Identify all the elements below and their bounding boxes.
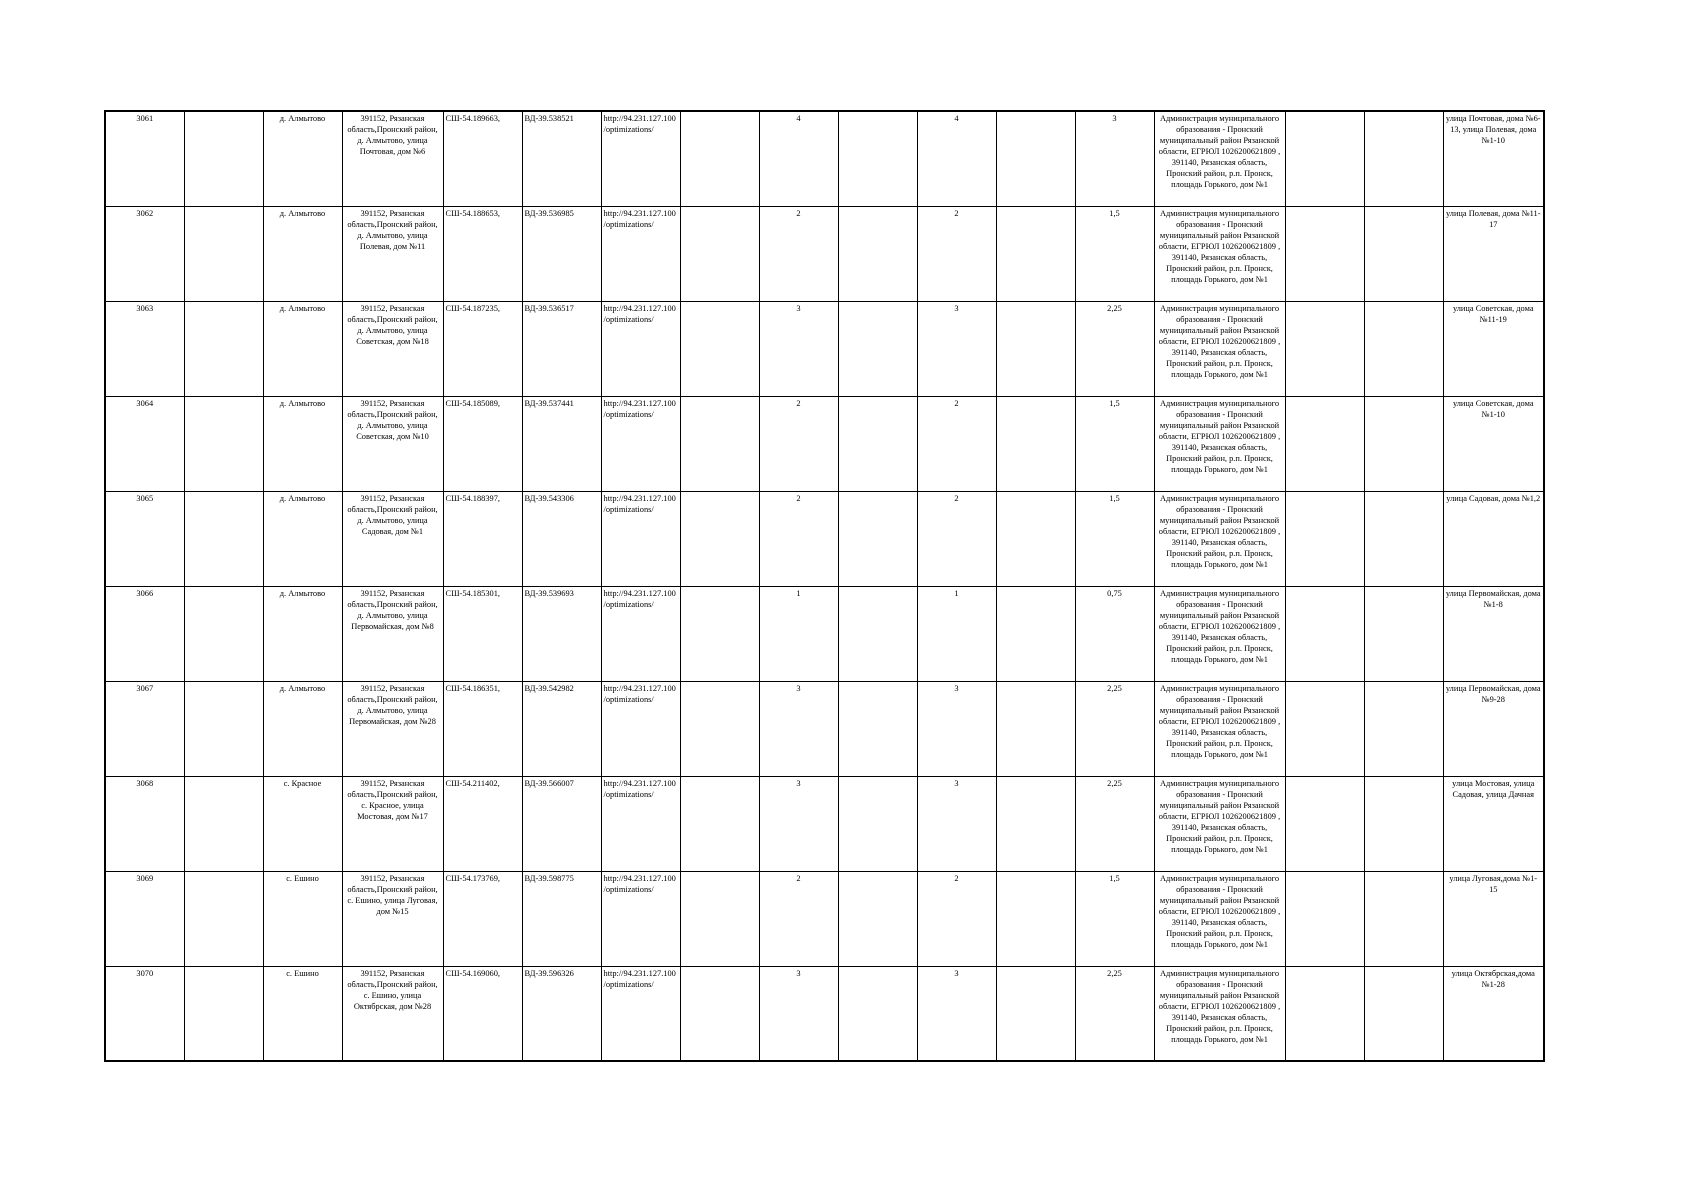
value-cell-1: 3 — [759, 301, 838, 396]
longitude-cell: ВД-39.566007 — [522, 776, 601, 871]
address-cell: 391152, Рязанская область,Пронский район, д. Алмытово, улица Советская, дом №10 — [342, 396, 443, 491]
empty-cell — [680, 681, 759, 776]
value-cell-2: 2 — [917, 871, 996, 966]
served-addresses-cell: улица Советская, дома №1-10 — [1443, 396, 1544, 491]
empty-cell — [1285, 966, 1364, 1061]
locality-cell: д. Алмытово — [263, 206, 342, 301]
table-row — [105, 111, 1544, 206]
empty-cell — [1285, 681, 1364, 776]
empty-cell — [1364, 111, 1443, 206]
longitude-cell: ВД-39.596326 — [522, 966, 601, 1061]
value-cell-3: 1,5 — [1075, 871, 1154, 966]
value-cell-1: 1 — [759, 586, 838, 681]
owner-cell: Администрация муниципального образования - Пронский муниципальный район Рязанской области, ЕГРЮЛ 1026200621809 , 391140, Рязанская область, Пронский район, р.п. Пронск, площадь Горького, дом №1 — [1154, 206, 1285, 301]
address-cell: 391152, Рязанская область,Пронский район, с. Ешино, улица Октябрская, дом №28 — [342, 966, 443, 1061]
empty-cell — [996, 111, 1075, 206]
served-addresses-cell: улица Полевая, дома №11-17 — [1443, 206, 1544, 301]
link-cell: http://94.231.127.100/optimizations/ — [601, 681, 680, 776]
latitude-cell: СШ-54.185089, — [443, 396, 522, 491]
row-number: 3070 — [105, 966, 184, 1061]
served-addresses-cell: улица Первомайская, дома №9-28 — [1443, 681, 1544, 776]
empty-cell — [1364, 871, 1443, 966]
empty-cell — [680, 966, 759, 1061]
owner-cell: Администрация муниципального образования - Пронский муниципальный район Рязанской области, ЕГРЮЛ 1026200621809 , 391140, Рязанская область, Пронский район, р.п. Пронск, площадь Горького, дом №1 — [1154, 966, 1285, 1061]
table-body — [105, 111, 1544, 1061]
value-cell-3: 0,75 — [1075, 586, 1154, 681]
served-addresses-cell: улица Октябрская,дома №1-28 — [1443, 966, 1544, 1061]
latitude-cell: СШ-54.188653, — [443, 206, 522, 301]
value-cell-1: 2 — [759, 491, 838, 586]
empty-cell — [838, 111, 917, 206]
value-cell-2: 2 — [917, 396, 996, 491]
longitude-cell: ВД-39.536985 — [522, 206, 601, 301]
link-cell: http://94.231.127.100/optimizations/ — [601, 396, 680, 491]
empty-cell — [1364, 396, 1443, 491]
value-cell-3: 2,25 — [1075, 301, 1154, 396]
empty-cell — [1285, 776, 1364, 871]
address-cell: 391152, Рязанская область,Пронский район, д. Алмытово, улица Полевая, дом №11 — [342, 206, 443, 301]
empty-cell — [838, 206, 917, 301]
value-cell-2: 3 — [917, 681, 996, 776]
owner-cell: Администрация муниципального образования - Пронский муниципальный район Рязанской области, ЕГРЮЛ 1026200621809 , 391140, Рязанская область, Пронский район, р.п. Пронск, площадь Горького, дом №1 — [1154, 871, 1285, 966]
link-cell: http://94.231.127.100/optimizations/ — [601, 491, 680, 586]
served-addresses-cell: улица Мостовая, улица Садовая, улица Дачная — [1443, 776, 1544, 871]
served-addresses-cell: улица Советская, дома №11-19 — [1443, 301, 1544, 396]
address-cell: 391152, Рязанская область,Пронский район, с. Красное, улица Мостовая, дом №17 — [342, 776, 443, 871]
owner-cell: Администрация муниципального образования - Пронский муниципальный район Рязанской области, ЕГРЮЛ 1026200621809 , 391140, Рязанская область, Пронский район, р.п. Пронск, площадь Горького, дом №1 — [1154, 111, 1285, 206]
value-cell-1: 3 — [759, 776, 838, 871]
address-cell: 391152, Рязанская область,Пронский район, д. Алмытово, улица Почтовая, дом №6 — [342, 111, 443, 206]
address-cell: 391152, Рязанская область,Пронский район, д. Алмытово, улица Первомайская, дом №8 — [342, 586, 443, 681]
table-row — [105, 776, 1544, 871]
address-cell: 391152, Рязанская область,Пронский район, д. Алмытово, улица Первомайская, дом №28 — [342, 681, 443, 776]
empty-cell — [680, 586, 759, 681]
locality-cell: с. Ешино — [263, 966, 342, 1061]
value-cell-3: 3 — [1075, 111, 1154, 206]
value-cell-3: 1,5 — [1075, 491, 1154, 586]
empty-cell — [838, 776, 917, 871]
locality-cell: д. Алмытово — [263, 586, 342, 681]
empty-cell — [996, 871, 1075, 966]
latitude-cell: СШ-54.189663, — [443, 111, 522, 206]
owner-cell: Администрация муниципального образования - Пронский муниципальный район Рязанской области, ЕГРЮЛ 1026200621809 , 391140, Рязанская область, Пронский район, р.п. Пронск, площадь Горького, дом №1 — [1154, 491, 1285, 586]
value-cell-2: 3 — [917, 966, 996, 1061]
empty-cell — [838, 396, 917, 491]
empty-cell — [838, 871, 917, 966]
latitude-cell: СШ-54.185301, — [443, 586, 522, 681]
empty-cell — [1364, 966, 1443, 1061]
value-cell-2: 4 — [917, 111, 996, 206]
empty-cell — [838, 966, 917, 1061]
value-cell-2: 3 — [917, 776, 996, 871]
table-row — [105, 871, 1544, 966]
table-row — [105, 966, 1544, 1061]
empty-cell — [680, 871, 759, 966]
table-row — [105, 681, 1544, 776]
owner-cell: Администрация муниципального образования - Пронский муниципальный район Рязанской области, ЕГРЮЛ 1026200621809 , 391140, Рязанская область, Пронский район, р.п. Пронск, площадь Горького, дом №1 — [1154, 396, 1285, 491]
empty-cell — [680, 111, 759, 206]
longitude-cell: ВД-39.543306 — [522, 491, 601, 586]
empty-cell — [996, 681, 1075, 776]
empty-cell — [184, 206, 263, 301]
row-number: 3067 — [105, 681, 184, 776]
empty-cell — [1285, 206, 1364, 301]
empty-cell — [996, 491, 1075, 586]
value-cell-1: 3 — [759, 681, 838, 776]
link-cell: http://94.231.127.100/optimizations/ — [601, 871, 680, 966]
row-number: 3061 — [105, 111, 184, 206]
empty-cell — [184, 681, 263, 776]
longitude-cell: ВД-39.536517 — [522, 301, 601, 396]
empty-cell — [184, 396, 263, 491]
table-row — [105, 586, 1544, 681]
served-addresses-cell: улица Почтовая, дома №6-13, улица Полевая, дома №1-10 — [1443, 111, 1544, 206]
empty-cell — [1285, 301, 1364, 396]
table-row — [105, 301, 1544, 396]
value-cell-2: 2 — [917, 206, 996, 301]
value-cell-3: 2,25 — [1075, 966, 1154, 1061]
owner-cell: Администрация муниципального образования - Пронский муниципальный район Рязанской области, ЕГРЮЛ 1026200621809 , 391140, Рязанская область, Пронский район, р.п. Пронск, площадь Горького, дом №1 — [1154, 586, 1285, 681]
served-addresses-cell: улица Садовая, дома №1,2 — [1443, 491, 1544, 586]
empty-cell — [1285, 396, 1364, 491]
empty-cell — [996, 966, 1075, 1061]
empty-cell — [680, 396, 759, 491]
value-cell-1: 2 — [759, 396, 838, 491]
value-cell-2: 1 — [917, 586, 996, 681]
empty-cell — [1364, 206, 1443, 301]
empty-cell — [838, 681, 917, 776]
latitude-cell: СШ-54.188397, — [443, 491, 522, 586]
row-number: 3063 — [105, 301, 184, 396]
longitude-cell: ВД-39.598775 — [522, 871, 601, 966]
empty-cell — [1364, 681, 1443, 776]
table-row — [105, 206, 1544, 301]
row-number: 3065 — [105, 491, 184, 586]
value-cell-2: 3 — [917, 301, 996, 396]
empty-cell — [184, 776, 263, 871]
link-cell: http://94.231.127.100/optimizations/ — [601, 586, 680, 681]
row-number: 3062 — [105, 206, 184, 301]
owner-cell: Администрация муниципального образования - Пронский муниципальный район Рязанской области, ЕГРЮЛ 1026200621809 , 391140, Рязанская область, Пронский район, р.п. Пронск, площадь Горького, дом №1 — [1154, 776, 1285, 871]
latitude-cell: СШ-54.173769, — [443, 871, 522, 966]
served-addresses-cell: улица Первомайская, дома №1-8 — [1443, 586, 1544, 681]
value-cell-1: 4 — [759, 111, 838, 206]
link-cell: http://94.231.127.100/optimizations/ — [601, 776, 680, 871]
address-cell: 391152, Рязанская область,Пронский район, д. Алмытово, улица Садовая, дом №1 — [342, 491, 443, 586]
empty-cell — [1364, 491, 1443, 586]
empty-cell — [996, 776, 1075, 871]
latitude-cell: СШ-54.187235, — [443, 301, 522, 396]
served-addresses-cell: улица Луговая,дома №1-15 — [1443, 871, 1544, 966]
empty-cell — [838, 301, 917, 396]
table-row — [105, 396, 1544, 491]
empty-cell — [1285, 491, 1364, 586]
empty-cell — [1364, 301, 1443, 396]
longitude-cell: ВД-39.539693 — [522, 586, 601, 681]
empty-cell — [184, 871, 263, 966]
value-cell-3: 2,25 — [1075, 776, 1154, 871]
locality-cell: с. Ешино — [263, 871, 342, 966]
value-cell-1: 2 — [759, 871, 838, 966]
table-row — [105, 491, 1544, 586]
empty-cell — [996, 206, 1075, 301]
latitude-cell: СШ-54.186351, — [443, 681, 522, 776]
locality-cell: д. Алмытово — [263, 491, 342, 586]
value-cell-1: 3 — [759, 966, 838, 1061]
empty-cell — [680, 301, 759, 396]
locality-cell: д. Алмытово — [263, 301, 342, 396]
value-cell-1: 2 — [759, 206, 838, 301]
empty-cell — [996, 301, 1075, 396]
longitude-cell: ВД-39.538521 — [522, 111, 601, 206]
link-cell: http://94.231.127.100/optimizations/ — [601, 966, 680, 1061]
address-cell: 391152, Рязанская область,Пронский район, с. Ешино, улица Луговая, дом №15 — [342, 871, 443, 966]
empty-cell — [184, 966, 263, 1061]
row-number: 3066 — [105, 586, 184, 681]
row-number: 3069 — [105, 871, 184, 966]
empty-cell — [184, 586, 263, 681]
value-cell-3: 1,5 — [1075, 206, 1154, 301]
registry-table — [104, 110, 1545, 1062]
empty-cell — [838, 491, 917, 586]
value-cell-2: 2 — [917, 491, 996, 586]
empty-cell — [1285, 586, 1364, 681]
locality-cell: с. Красное — [263, 776, 342, 871]
longitude-cell: ВД-39.537441 — [522, 396, 601, 491]
owner-cell: Администрация муниципального образования - Пронский муниципальный район Рязанской области, ЕГРЮЛ 1026200621809 , 391140, Рязанская область, Пронский район, р.п. Пронск, площадь Горького, дом №1 — [1154, 301, 1285, 396]
empty-cell — [184, 301, 263, 396]
locality-cell: д. Алмытово — [263, 681, 342, 776]
latitude-cell: СШ-54.169060, — [443, 966, 522, 1061]
owner-cell: Администрация муниципального образования - Пронский муниципальный район Рязанской области, ЕГРЮЛ 1026200621809 , 391140, Рязанская область, Пронский район, р.п. Пронск, площадь Горького, дом №1 — [1154, 681, 1285, 776]
empty-cell — [1364, 586, 1443, 681]
link-cell: http://94.231.127.100/optimizations/ — [601, 111, 680, 206]
link-cell: http://94.231.127.100/optimizations/ — [601, 206, 680, 301]
row-number: 3064 — [105, 396, 184, 491]
empty-cell — [184, 111, 263, 206]
locality-cell: д. Алмытово — [263, 111, 342, 206]
empty-cell — [680, 776, 759, 871]
row-number: 3068 — [105, 776, 184, 871]
empty-cell — [838, 586, 917, 681]
empty-cell — [1285, 871, 1364, 966]
locality-cell: д. Алмытово — [263, 396, 342, 491]
empty-cell — [1285, 111, 1364, 206]
empty-cell — [1364, 776, 1443, 871]
empty-cell — [996, 396, 1075, 491]
latitude-cell: СШ-54.211402, — [443, 776, 522, 871]
empty-cell — [996, 586, 1075, 681]
longitude-cell: ВД-39.542982 — [522, 681, 601, 776]
value-cell-3: 2,25 — [1075, 681, 1154, 776]
address-cell: 391152, Рязанская область,Пронский район, д. Алмытово, улица Советская, дом №18 — [342, 301, 443, 396]
value-cell-3: 1,5 — [1075, 396, 1154, 491]
empty-cell — [184, 491, 263, 586]
empty-cell — [680, 491, 759, 586]
empty-cell — [680, 206, 759, 301]
link-cell: http://94.231.127.100/optimizations/ — [601, 301, 680, 396]
